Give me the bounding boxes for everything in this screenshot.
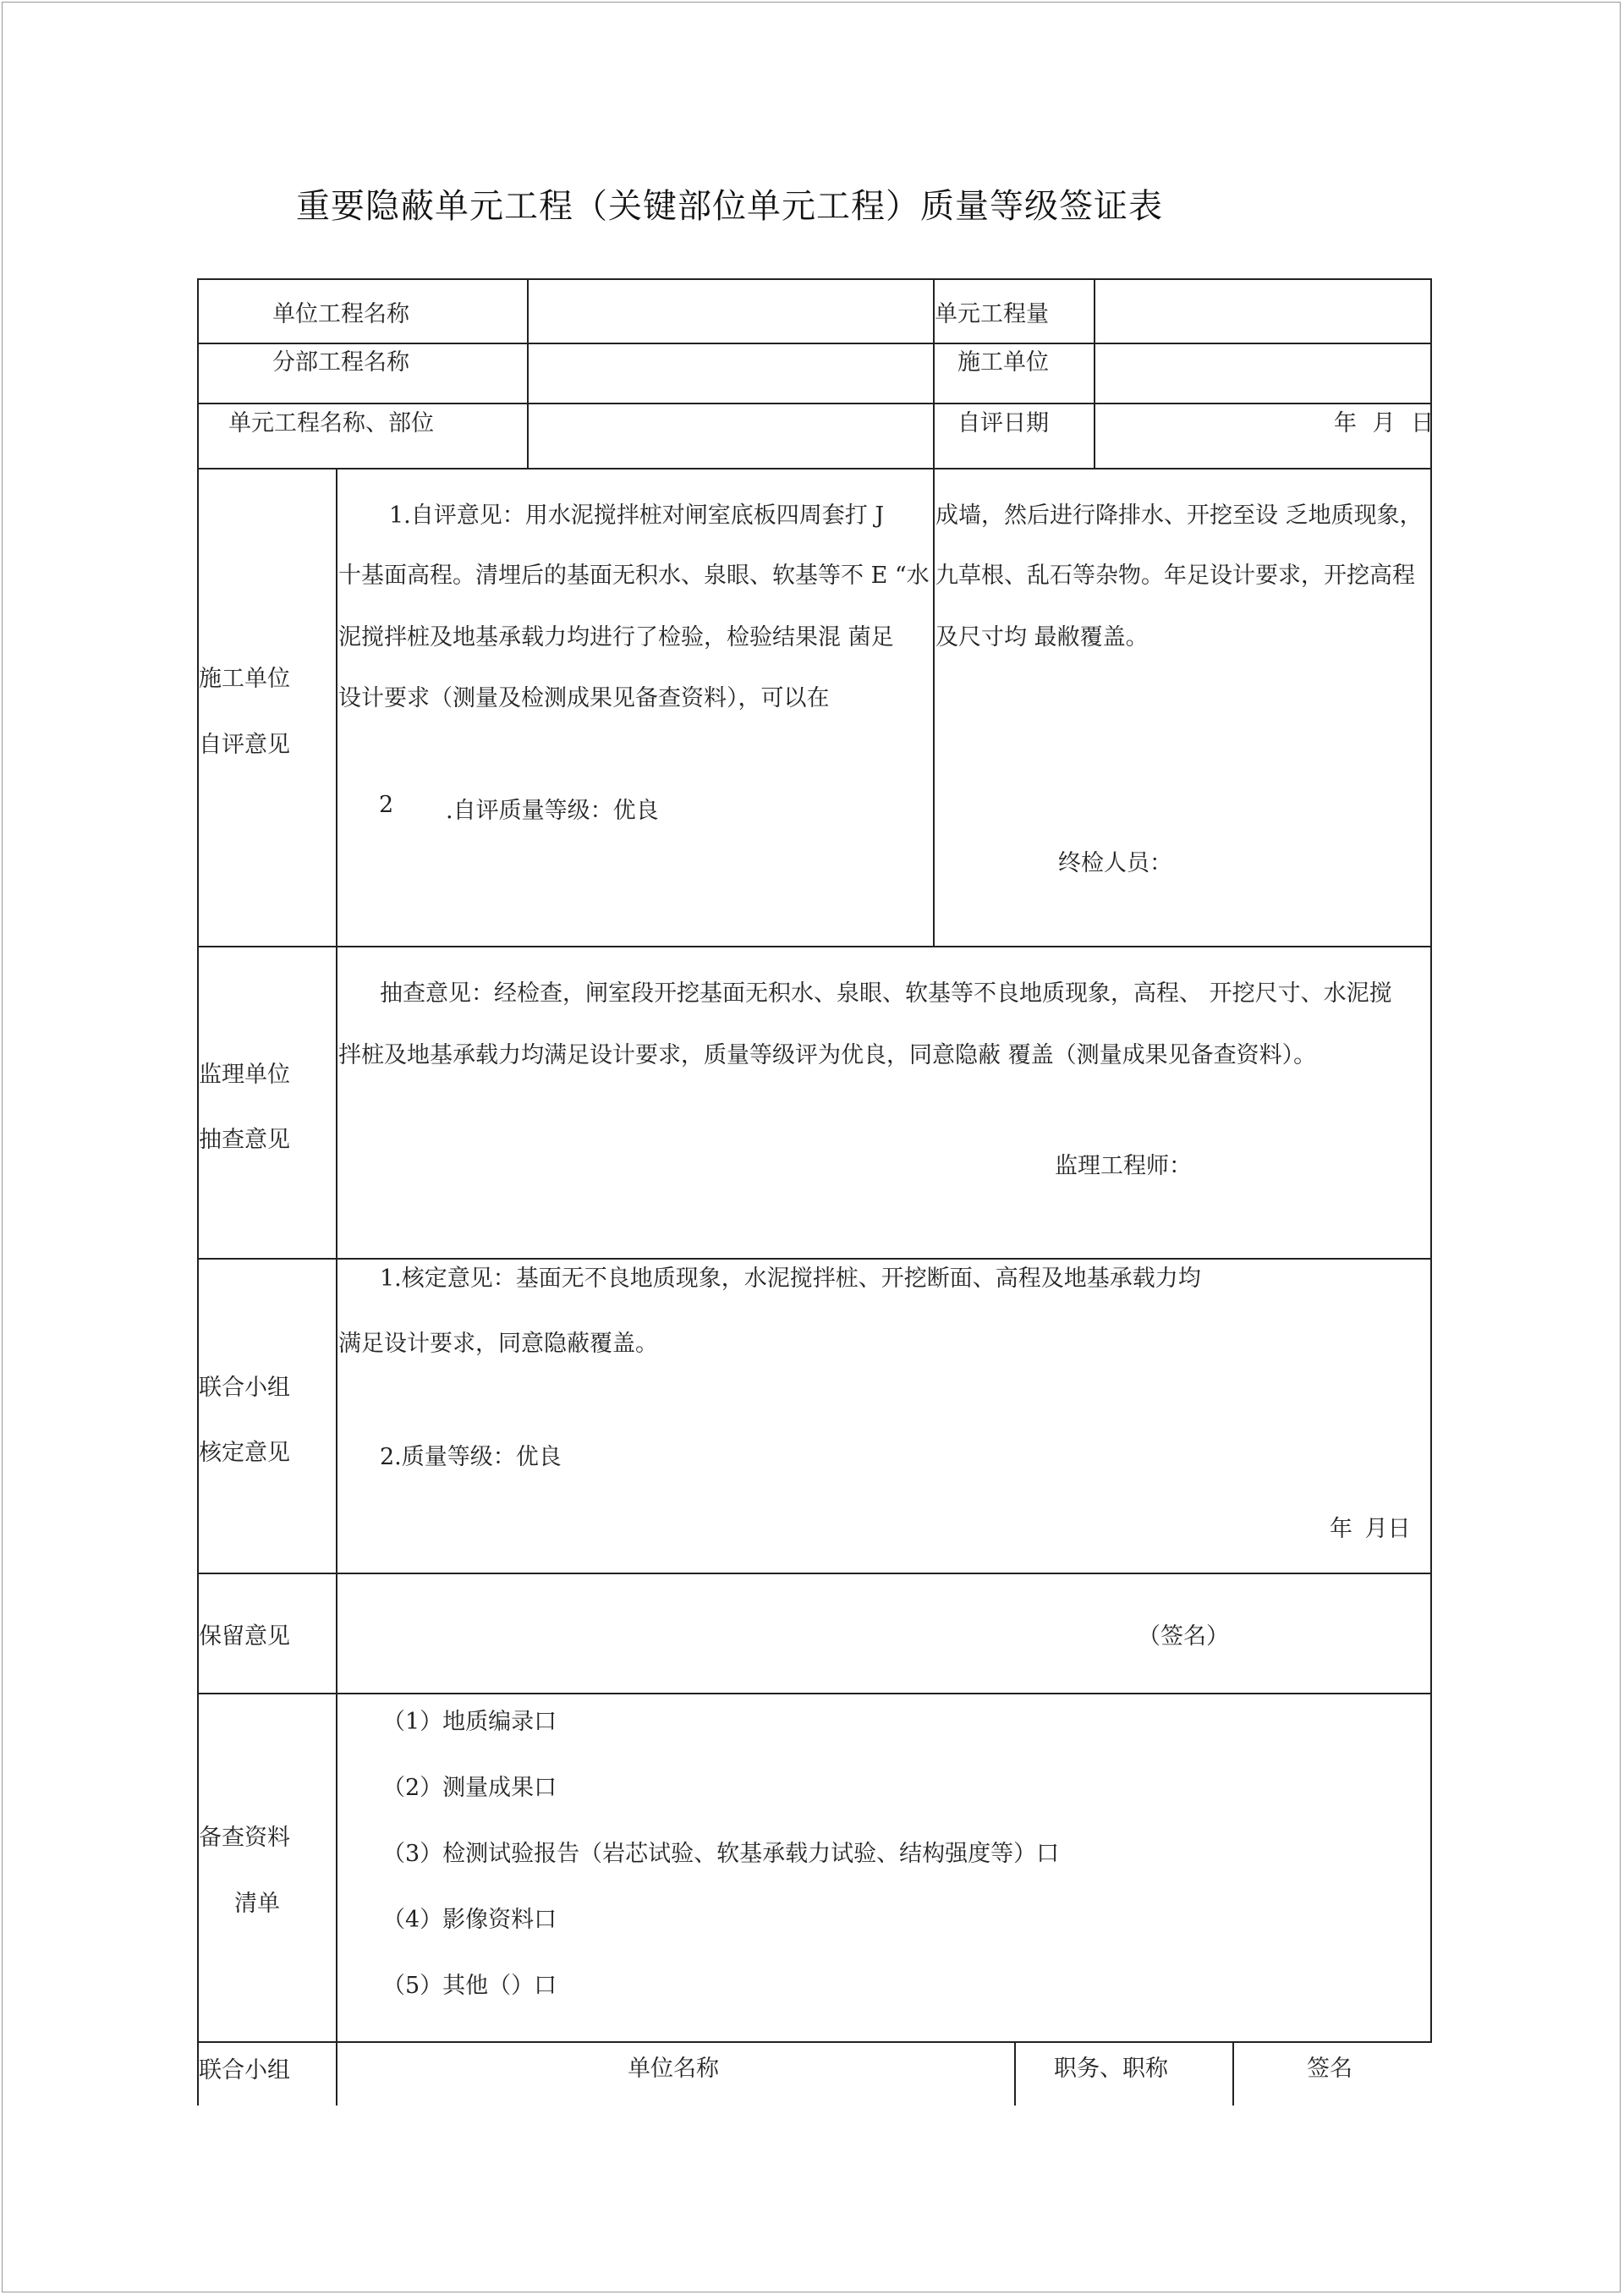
construction-unit-label: 施工单位 bbox=[957, 349, 1049, 376]
members-row-label: 联合小组 bbox=[199, 2057, 290, 2084]
joint-group-row-label-1: 联合小组 bbox=[199, 1375, 290, 1401]
self-eval-row-label-2: 自评意见 bbox=[199, 732, 290, 758]
reference-item-geology: （1）地质编录口 bbox=[382, 1709, 557, 1735]
joint-group-opinion-line-2: 满足设计要求，同意隐蔽覆盖。 bbox=[338, 1331, 658, 1357]
joint-group-row-label-2: 核定意见 bbox=[199, 1440, 290, 1466]
reservation-row-label: 保留意见 bbox=[199, 1623, 290, 1650]
supervision-engineer-label: 监理工程师： bbox=[1055, 1153, 1192, 1179]
joint-group-opinion-line-1: 1.核定意见：基面无不良地质现象，水泥搅拌桩、开挖断面、高程及地基承载力均 bbox=[380, 1266, 1201, 1292]
reference-item-test-report: （3）检测试验报告（岩芯试验、软基承载力试验、结构强度等）口 bbox=[382, 1841, 1060, 1867]
self-eval-row-label-1: 施工单位 bbox=[199, 666, 290, 692]
reference-item-images: （4）影像资料口 bbox=[382, 1907, 557, 1933]
self-eval-quality-number: 2 bbox=[379, 792, 394, 818]
supervision-line-1: 抽查意见：经检查，闸室段开挖基面无积水、泉眼、软基等不良地质现象，高程、 开挖尺寸、水泥搅 bbox=[380, 980, 1392, 1007]
final-inspector-label: 终检人员： bbox=[1058, 850, 1172, 876]
self-eval-quality-grade: .自评质量等级：优良 bbox=[446, 798, 659, 824]
unit-eng-name-location-label: 单元工程名称、部位 bbox=[228, 410, 434, 436]
page-title: 重要隐蔽单元工程（关键部位单元工程）质量等级签证表 bbox=[296, 187, 1163, 226]
self-eval-left-line-2: 十基面高程。清埋后的基面无积水、泉眼、软基等不 E “水 bbox=[338, 563, 930, 589]
members-col-position-title: 职务、职称 bbox=[1054, 2056, 1168, 2082]
members-col-unit-name: 单位名称 bbox=[628, 2056, 719, 2082]
joint-group-date: 年 月日 bbox=[1330, 1516, 1411, 1542]
unit-project-name-label: 单位工程名称 bbox=[272, 301, 409, 327]
reference-list-row-label-1: 备查资料 bbox=[199, 1825, 290, 1851]
supervision-row-label-2: 抽查意见 bbox=[199, 1127, 290, 1153]
self-eval-right-line-3: 及尺寸均 最敝覆盖。 bbox=[935, 624, 1149, 651]
members-col-signature: 签名 bbox=[1307, 2056, 1352, 2082]
unit-eng-quantity-label: 单元工程量 bbox=[935, 301, 1049, 327]
reference-list-row-label-2: 清单 bbox=[234, 1891, 280, 1917]
supervision-line-2: 拌桩及地基承载力均满足设计要求，质量等级评为优良，同意隐蔽 覆盖（测量成果见备查资料）。 bbox=[338, 1042, 1317, 1068]
supervision-row-label-1: 监理单位 bbox=[199, 1062, 290, 1088]
joint-group-quality-grade: 2.质量等级：优良 bbox=[380, 1444, 562, 1470]
self-eval-left-line-3: 泥搅拌桩及地基承载力均进行了检验，检验结果混 菌足 bbox=[338, 624, 894, 651]
reservation-signature: （签名） bbox=[1138, 1623, 1229, 1650]
self-eval-left-line-1: 1.自评意见：用水泥搅拌桩对闸室底板四周套打 J bbox=[389, 502, 885, 529]
sub-project-name-label: 分部工程名称 bbox=[272, 349, 409, 376]
self-eval-right-line-2: 九草根、乱石等杂物。年足设计要求，开挖高程 bbox=[935, 563, 1415, 589]
reference-item-other: （5）其他（）口 bbox=[382, 1973, 557, 1999]
self-eval-right-line-1: 成墙，然后进行降排水、开挖至设 乏地质现象， bbox=[935, 502, 1423, 529]
self-eval-date-label: 自评日期 bbox=[957, 410, 1049, 436]
self-eval-date-value: 年 月 日 bbox=[1334, 410, 1435, 436]
self-eval-left-line-4: 设计要求（测量及检测成果见备查资料），可以在 bbox=[338, 685, 830, 711]
reference-item-survey: （2）测量成果口 bbox=[382, 1775, 557, 1801]
